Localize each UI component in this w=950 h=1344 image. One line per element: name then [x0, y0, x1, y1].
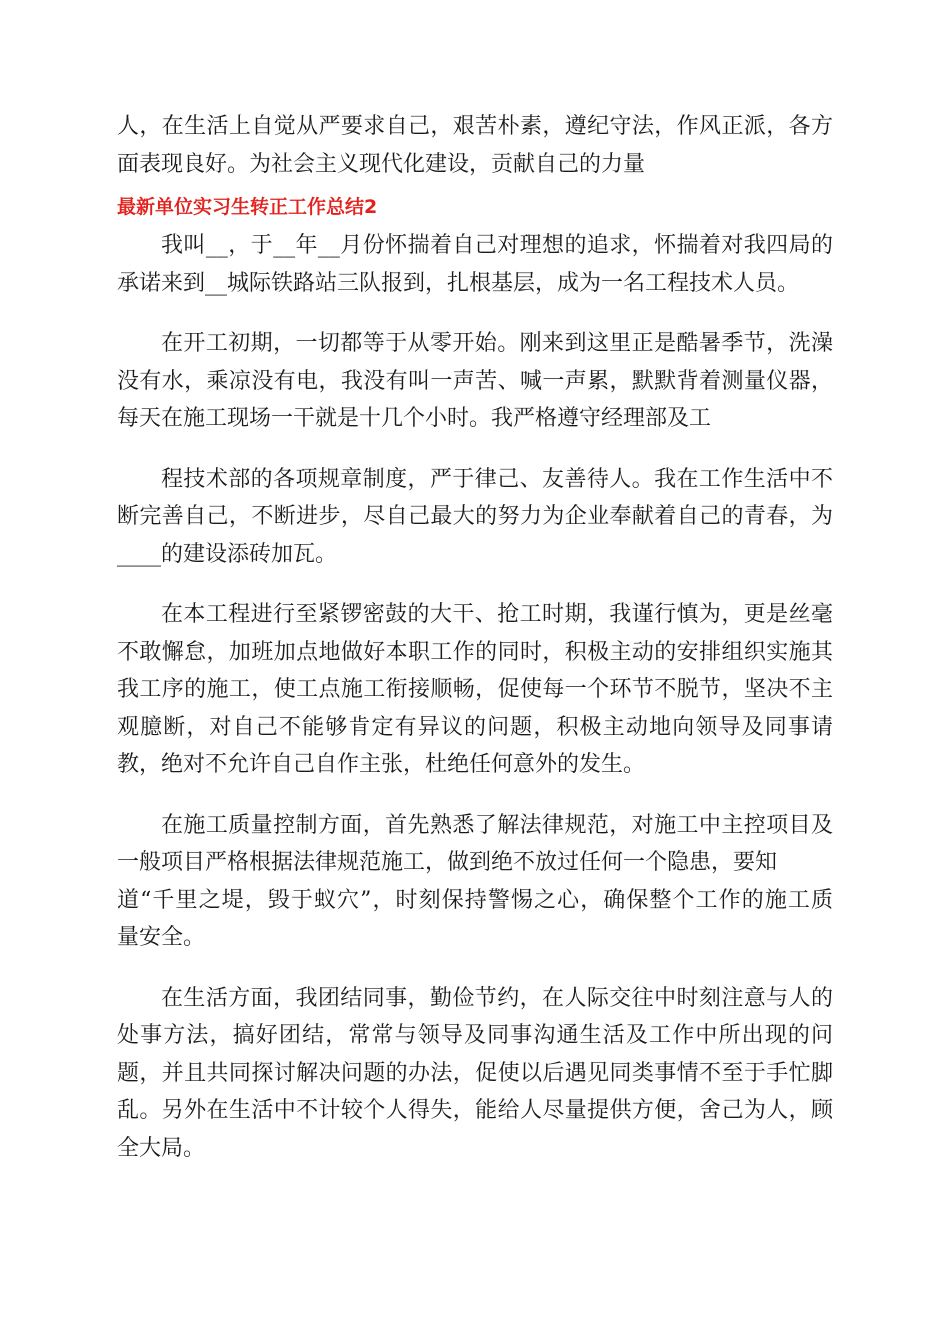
text-line: 每天在施工现场一干就是十几个小时。我严格遵守经理部及工	[117, 406, 712, 431]
paragraph-rules	[117, 461, 833, 574]
intro-paragraph	[117, 108, 833, 183]
section-title: 最新单位实习生转正工作总结2	[117, 196, 378, 218]
paragraph-gap	[117, 438, 833, 461]
paragraph-gap	[117, 573, 833, 596]
text-line: 我叫__，于__年__月份怀揣着自己对理想的追求，怀揣着对我四局的	[161, 233, 833, 258]
text-line: ____的建设添砖加瓦。	[117, 541, 338, 567]
text-line: 观臆断，对自己不能够肯定有异议的问题，积极主动地向领导及同事请	[117, 714, 833, 740]
paragraph-daily-life	[117, 980, 833, 1168]
text-line: 题，并且共同探讨解决问题的办法，促使以后遇见同类事情不至于手忙脚	[117, 1060, 833, 1086]
text-line: 人，在生活上自觉从严要求自己，艰苦朴素，遵纪守法，作风正派，各方	[117, 114, 833, 139]
paragraph-quality-control	[117, 807, 833, 957]
paragraph-rush-period	[117, 596, 833, 784]
paragraph-gap	[117, 957, 833, 980]
text-line: 我工序的施工，使工点施工衔接顺畅，促使每一个环节不脱节，坚决不主	[117, 677, 833, 702]
text-line: 全大局。	[117, 1135, 206, 1161]
text-line: 在本工程进行至紧锣密鼓的大干、抢工时期，我谨行慎为，更是丝毫	[161, 602, 833, 627]
text-line: 在生活方面，我团结同事，勤俭节约，在人际交往中时刻注意与人的	[161, 985, 833, 1011]
paragraph-gap	[117, 302, 833, 325]
text-line: 乱。另外在生活中不计较个人得失，能给人尽量提供方便，舍己为人，顾	[117, 1098, 833, 1123]
text-line: 在施工质量控制方面，首先熟悉了解法律规范，对施工中主控项目及	[161, 812, 833, 838]
text-line: 面表现良好。为社会主义现代化建设，贡献自己的力量	[117, 151, 646, 177]
text-line: 一般项目严格根据法律规范施工，做到绝不放过任何一个隐患，要知	[117, 850, 778, 875]
paragraph-gap	[117, 784, 833, 807]
paragraph-early-construction	[117, 325, 833, 438]
document-body	[117, 108, 833, 1167]
text-line: 处事方法，搞好团结，常常与领导及同事沟通生活及工作中所出现的问	[117, 1023, 833, 1048]
text-line: 断完善自己，不断进步，尽自己最大的努力为企业奉献着自己的青春，为	[117, 504, 833, 529]
text-line: 没有水，乘凉没有电，我没有叫一声苦、喊一声累，默默背着测量仪器，	[117, 368, 833, 394]
text-line: 不敢懈怠，加班加点地做好本职工作的同时，积极主动的安排组织实施其	[117, 639, 833, 665]
paragraph-intro-self	[117, 227, 833, 302]
text-line: 教，绝对不允许自己自作主张，杜绝任何意外的发生。	[117, 752, 646, 777]
text-line: 在开工初期，一切都等于从零开始。刚来到这里正是酷暑季节，洗澡	[161, 331, 833, 356]
text-line: 程技术部的各项规章制度，严于律己、友善待人。我在工作生活中不	[161, 466, 833, 492]
text-line: 量安全。	[117, 925, 206, 950]
text-line: 承诺来到__城际铁路站三队报到，扎根基层，成为一名工程技术人员。	[117, 270, 800, 296]
text-line: 道“千里之堤，毁于蚁穴”，时刻保持警惕之心，确保整个工作的施工质	[117, 887, 833, 913]
